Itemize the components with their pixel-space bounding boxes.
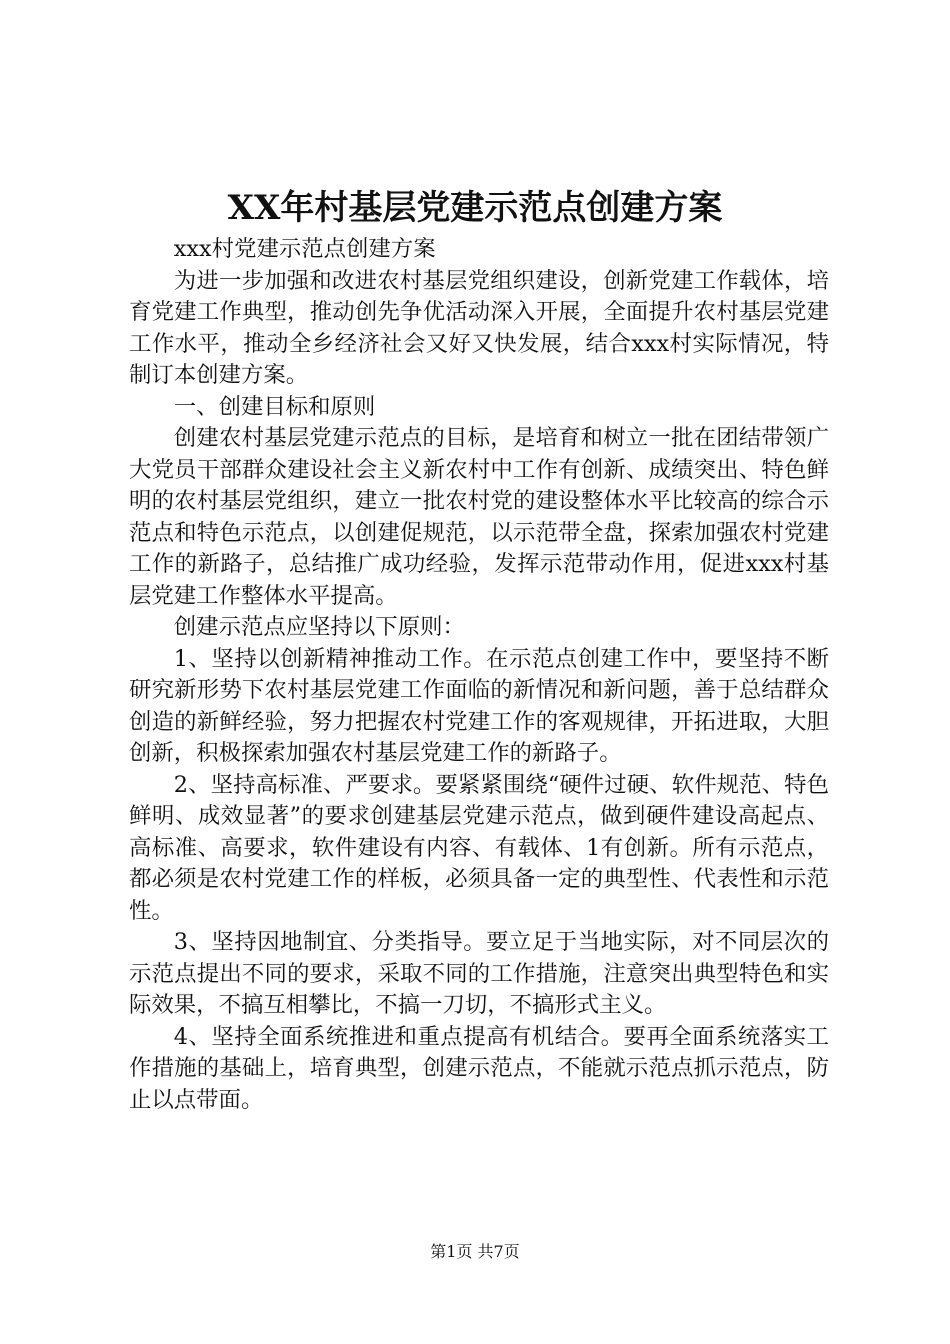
principle-2: 2、坚持高标准、严要求。要紧紧围绕“硬件过硬、软件规范、特色鲜明、成效显著”的要求创建基层党建示范点，做到硬件建设高起点、高标准、高要求，软件建设有内容、有载体、1有创新。所有示范点，都必须是农村党建工作的样板，必须具备一定的典型性、代表性和示范性。 xyxy=(129,771,829,924)
intro-paragraph: 为进一步加强和改进农村基层党组织建设，创新党建工作载体，培育党建工作典型，推动创先争优活动深入开展，全面提升农村基层党建工作水平，推动全乡经济社会又好又快发展，结合xxx村实际情况，特制订本创建方案。 xyxy=(129,267,829,388)
principle-3: 3、坚持因地制宜、分类指导。要立足于当地实际，对不同层次的示范点提出不同的要求，采取不同的工作措施，注意突出典型特色和实际效果，不搞互相攀比，不搞一刀切，不搞形式主义。 xyxy=(129,929,829,1018)
subtitle-paragraph: xxx村党建示范点创建方案 xyxy=(173,236,436,262)
section-heading: 一、创建目标和原则 xyxy=(173,393,376,420)
goal-paragraph: 创建农村基层党建示范点的目标，是培育和树立一批在团结带领广大党员干部群众建设社会主义新农村中工作有创新、成绩突出、特色鲜明的农村基层党组织，建立一批农村党的建设整体水平比较高的综合示范点和特色示范点，以创建促规范，以示范带全盘，探索加强农村党建工作的新路子，总结推广成功经验，发挥示范带动作用，促进xxx村基层党建工作整体水平提高。 xyxy=(129,425,829,609)
principle-4: 4、坚持全面系统推进和重点提高有机结合。要再全面系统落实工作措施的基础上，培育典型，创建示范点，不能就示范点抓示范点，防止以点带面。 xyxy=(129,1023,829,1113)
document-body xyxy=(129,234,829,1116)
document-title: XX年村基层党建示范点创建方案 xyxy=(227,188,723,228)
page-indicator: 第1页 共7页 xyxy=(430,1242,520,1261)
principle-1: 1、坚持以创新精神推动工作。在示范点创建工作中，要坚持不断研究新形势下农村基层党建工作面临的新情况和新问题，善于总结群众创造的新鲜经验，努力把握农村党建工作的客观规律，开拓进取，大胆创新，积极探索加强农村基层党建工作的新路子。 xyxy=(129,645,829,766)
principles-intro: 创建示范点应坚持以下原则： xyxy=(173,614,465,640)
